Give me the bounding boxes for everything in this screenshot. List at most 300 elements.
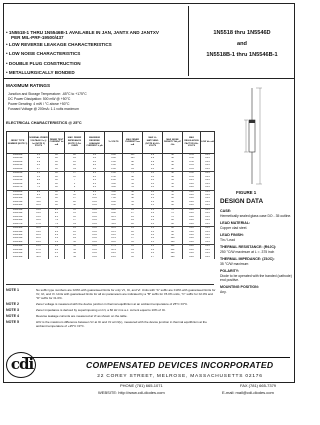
feature-item: • DOUBLE PLUG CONSTRUCTION [6,60,81,66]
table-cell: 1.6 [143,249,163,252]
table-cell: 19.6 [105,252,123,255]
table-cell: 0.20 [183,252,201,255]
table-cell: 13 [123,252,143,255]
table-cell: 8.00 [105,201,123,204]
table-cell: 40 [163,154,183,158]
note-label: NOTE 5 [6,320,19,324]
table-cell: 12.6 [105,227,123,231]
design-item [220,221,292,230]
table-cell: 0.25 [201,249,215,252]
table-cell: 40 [163,168,183,172]
table-cell: 22.0 [29,237,49,240]
table-cell: 3.9 [29,161,49,164]
table-cell: 19 [65,223,85,227]
table-cell: 12.0 [29,204,49,208]
design-item-value: 35 °C/W maximum [220,261,249,266]
table-cell: 0.25 [201,256,215,259]
title-line-1: 1N5518 thru 1N5546D [213,30,271,36]
table-header-row [7,132,215,154]
table-cell: 0.25 [201,234,215,237]
table-cell: 0.9 [143,161,163,164]
diode-outline-figure [232,86,272,186]
table-cell: 20 [49,157,65,160]
figure-label: FIGURE 1 [236,190,257,195]
website-link[interactable]: WEBSITE: http://www.cdi-diodes.com [98,390,165,395]
table-row [7,256,215,259]
table-cell: 60 [163,197,183,200]
table-cell: 29 [65,237,85,240]
table-cell: 1N5543B [7,245,29,249]
table-cell: 0.9 [143,154,163,158]
table-cell: 17 [65,197,85,200]
table-cell: 20 [49,190,65,194]
table-cell: 0.9 [143,157,163,160]
table-cell: 5.00 [105,190,123,194]
table-cell: 0.25 [201,204,215,208]
table-cell: 20 [49,164,65,167]
note [6,320,218,328]
table-cell: 0.25 [201,208,215,212]
table-cell: 1N5541B [7,237,29,240]
design-item [220,285,292,294]
table-cell: 19 [65,168,85,172]
table-cell: 1N5518B [7,154,29,158]
table-cell: 8.5 [49,216,65,219]
table-cell: 13.3 [105,231,123,234]
table-cell: 7.0 [49,227,65,231]
table-cell: 1N5520B [7,161,29,164]
table-cell: 81 [123,168,143,172]
table-cell: 21 [123,227,143,231]
table-cell: 5.0 [85,157,105,160]
table-cell: 0.25 [201,219,215,222]
table-cell: 70 [163,208,183,212]
table-cell: 1.3 [143,227,163,231]
table-cell: 20 [49,183,65,186]
table-cell: 17 [123,237,143,240]
table-cell: 15 [65,212,85,215]
table-cell: 3.0 [85,161,105,164]
table-cell: 1.5 [143,241,163,245]
table-cell: 1N5522B [7,168,29,172]
table-cell: 25 [123,216,143,219]
table-cell: 1.0 [143,190,163,194]
table-cell: 80 [163,223,183,227]
table-cell: 105 [123,157,143,160]
table-cell: 0.25 [201,183,215,186]
table-cell: 20 [123,231,143,234]
table-cell: 0.05 [85,231,105,234]
max-rating-line: Junction and Storage Temperature: -65°C to +175°C [8,92,87,96]
table-cell: 51 [123,186,143,190]
table-cell: 5 [65,183,85,186]
table-cell: 5.0 [49,245,65,249]
table-cell: 0.25 [183,179,201,182]
table-cell: 17.5 [105,245,123,249]
table-cell: 110 [163,245,183,249]
table-cell: 0.20 [183,197,201,200]
electrical-characteristics-table [6,131,215,259]
table-cell: 0.25 [201,237,215,240]
table-cell: 80 [163,219,183,222]
table-cell: 0.1 [85,194,105,197]
note-label: NOTE 1 [6,288,19,292]
table-cell: 0.20 [183,208,201,212]
table-cell: 0.1 [85,186,105,190]
table-cell: 0.25 [201,212,215,215]
note [6,308,218,312]
design-item-label: LEAD FINISH: [220,233,244,237]
phone-number: PHONE (781) 665-1071 [120,383,163,388]
feature-item: • LOW REVERSE LEAKAGE CHARACTERISTICS [6,41,112,47]
note-text: No suffix type numbers are ±20% with guaranteed limits for only Vz, Izt, and Vr. Units with "A" suffix are ±10% with guaranteed limits for Vz, Izt, and Vr. Units with guaranteed limits for all six parameters are indicated by a "B" suffix for ±5.0% units, "C" suffix for ±2.0% and "D" suffix for ±1.0%. [36,288,216,300]
table-cell: 30 [65,204,85,208]
table-cell: 1N5528B [7,190,29,194]
table-cell: 1.00 [105,168,123,172]
table-cell: 33 [65,241,85,245]
table-cell: 1N5540B [7,234,29,237]
table-cell: 100 [163,241,183,245]
table-cell: 11.9 [105,223,123,227]
table-cell: 0.25 [201,194,215,197]
table-cell: 1.00 [105,161,123,164]
design-item-label: THERMAL RESISTANCE: (RθJC): [220,245,277,249]
table-cell: 16 [65,216,85,219]
design-item [220,257,292,266]
table-cell: 14.0 [105,234,123,237]
table-cell: 1.0 [143,194,163,197]
table-cell: 24.0 [29,241,49,245]
table-cell: 20 [49,186,65,190]
table-cell: 0.25 [201,252,215,255]
logo-text: cdi [10,355,34,373]
footer-rule [22,357,290,358]
design-item-value: Diode to be operated with the banded (cathode) end positive. [220,273,292,282]
max-ratings-heading: MAXIMUM RATINGS [6,83,51,88]
table-cell: 13.0 [29,208,49,212]
column-header: NOMINAL ZENER VOLTAGE Vz @ Izt (NOTE 2) VOLTS [29,132,49,154]
title-line-2: and [237,41,247,47]
table-cell: 4.2 [49,256,65,259]
table-cell: 0.20 [183,212,201,215]
table-cell: 70 [163,216,183,219]
note-text: ΔVz is the maximum difference between Vz at Izt and Vz at Izt(L), measured with the device junction in thermal equilibrium at the ambient temperature of +25°C ±3°C. [36,320,207,328]
table-cell: 1.7 [143,256,163,259]
table-cell: 1.2 [143,216,163,219]
design-item-value: Hermetically sealed glass case DO - 35 outline. [220,213,292,218]
table-cell: 0.05 [85,256,105,259]
table-cell: 5.0 [85,154,105,158]
table-cell: 0.05 [85,219,105,222]
table-cell: 1.2 [143,219,163,222]
table-cell: 120 [163,256,183,259]
table-cell: 1.4 [143,237,163,240]
table-cell: 50 [163,194,183,197]
design-item-label: THERMAL IMPEDANCE: (ZθJC): [220,257,275,261]
table-cell: 0.25 [201,241,215,245]
note [6,314,218,318]
table-cell: 0.25 [201,186,215,190]
table-cell: 1.0 [143,186,163,190]
max-rating-line: Forward Voltage @ 200mA: 1.1 volts maximum [8,107,79,111]
table-cell: 0.05 [85,216,105,219]
feature-item: • 1N5518-1 THRU 1N5546B-1 AVAILABLE IN JAN, JANTX AND JANTXV [6,30,159,35]
table-cell: 20 [49,161,65,164]
table-cell: 0.25 [201,231,215,234]
design-item [220,269,292,282]
table-cell: 90 [163,231,183,234]
design-item-value: Tin / Lead [220,237,235,242]
table-cell: 1N5527B [7,186,29,190]
table-cell: 115 [123,154,143,158]
table-cell: 8.40 [105,204,123,208]
table-cell: 1.1 [143,201,163,204]
table-cell: 0.25 [201,190,215,194]
table-cell: 4.3 [29,164,49,167]
table-cell: 1N5521B [7,164,29,167]
table-cell: 110 [163,249,183,252]
table-cell: 0.25 [201,179,215,182]
note-text: Zener voltage is measured with the device junction in thermal equilibrium at an ambient temperature of 25°C ±3°C. [36,302,188,306]
table-cell: 1.0 [143,183,163,186]
table-cell: 1.3 [143,223,163,227]
table-cell: 0.20 [183,234,201,237]
table-cell: 22 [65,201,85,204]
table-cell: 0.05 [85,201,105,204]
table-cell: 1N5524B [7,176,29,179]
table-cell: 6.00 [105,194,123,197]
table-cell: 0.20 [183,201,201,204]
table-cell: 1N5530B [7,197,29,200]
table-cell: 0.05 [85,204,105,208]
table-cell: 0.90 [105,154,123,158]
table-cell: 1N5525B [7,179,29,182]
table-cell: 3.3 [29,154,49,158]
table-cell: 27.0 [29,249,49,252]
fax-number: FAX (781) 665-7379 [240,383,277,388]
table-cell: 0.5 [85,172,105,176]
table-cell: 0.20 [183,216,201,219]
table-cell: 23 [65,161,85,164]
table-cell: 20 [49,168,65,172]
table-cell: 60 [163,204,183,208]
design-item-label: POLARITY: [220,269,240,273]
table-cell: 14.0 [29,212,49,215]
column-header: ZENER TEST CURRENT Izt mA [49,132,65,154]
table-cell: 60 [163,201,183,204]
design-data [220,198,292,297]
table-cell: 0.05 [85,208,105,212]
table-cell: 11.0 [29,201,49,204]
table-cell: 19 [123,234,143,237]
note [6,288,218,300]
table-cell: 1.00 [105,172,123,176]
table-cell: 9.80 [105,212,123,215]
column-header: Vr VOLTS [105,132,123,154]
table-cell: 1.1 [143,197,163,200]
design-item-label: LEAD MATERIAL: [220,221,251,225]
design-item [220,233,292,242]
table-cell: 0.45 [183,168,201,172]
table-cell: 0.25 [201,164,215,167]
max-ratings-list [8,92,87,112]
table-cell: 0.1 [85,190,105,194]
table-cell: 1.2 [143,212,163,215]
table-cell: 15.4 [105,237,123,240]
table-cell: 20 [49,201,65,204]
table-cell: 32 [123,204,143,208]
max-rating-line: Power Derating: 4 mW / °C above +50°C [8,102,70,106]
table-cell: 22 [123,223,143,227]
feature-list [6,28,186,78]
table-cell: 1.4 [143,234,163,237]
table-cell: 6 [65,186,85,190]
table-cell: 0.25 [201,154,215,158]
table-cell: 2.00 [105,179,123,182]
column-header: LOW Izk mA [201,132,215,154]
note [6,302,218,306]
table-cell: 1N5539B [7,231,29,234]
table-cell: 16 [123,241,143,245]
note-text: Reverse leakage currents are measured at Vr as shown on the table. [36,314,128,318]
note-label: NOTE 4 [6,314,19,318]
table-cell: 120 [163,252,183,255]
table-cell: 1N5538B [7,227,29,231]
table-cell: 0.35 [183,176,201,179]
table-cell: 0.05 [85,245,105,249]
table-cell: 0.25 [201,176,215,179]
table-cell: 0.40 [183,172,201,176]
table-cell: 80 [163,227,183,231]
table-cell: 0.25 [201,227,215,231]
table-cell: 23 [65,231,85,234]
header-divider-vertical [188,6,189,76]
table-cell: 0.25 [201,168,215,172]
design-item-value: 250 °C/W maximum at L = .375 inch [220,249,275,254]
table-cell: 20 [49,179,65,182]
design-item [220,209,292,218]
table-cell: 17 [65,172,85,176]
table-cell: 2.0 [85,164,105,167]
table-cell: 1.0 [143,179,163,182]
table-cell: 0.20 [183,223,201,227]
table-cell: 88 [123,164,143,167]
table-cell: 0.05 [85,197,105,200]
column-header: MAXIMUM REVERSE LEAKAGE CURRENT Ir µA [85,132,105,154]
table-cell: 4.7 [29,168,49,172]
table-cell: 3.00 [105,183,123,186]
table-cell: 40 [163,172,183,176]
table-cell: 1N5532B [7,204,29,208]
table-cell: 49 [65,256,85,259]
column-header: JEDEC TYPE NUMBER (NOTE 1) [7,132,29,154]
table-cell: 25.0 [29,245,49,249]
table-cell: 20 [49,176,65,179]
table-cell: 0.25 [201,157,215,160]
table-cell: 11 [65,176,85,179]
table-cell: 6.2 [29,179,49,182]
table-cell: 0.05 [85,223,105,227]
table-cell: 22 [65,164,85,167]
feature-item: PER MIL-PRF-19500/437 [11,34,64,40]
table-cell: 35 [65,245,85,249]
table-cell: 40 [163,157,183,160]
column-header: MAX. ZENER IMPEDANCE (NOTE 3) Zzt OHMS [65,132,85,154]
table-cell: 0.05 [85,227,105,231]
table-cell: 1N5546B [7,256,29,259]
company-address: 22 COREY STREET, MELROSE, MASSACHUSETTS 02176 [97,374,263,379]
table-cell: 9.1 [29,194,49,197]
table-cell: 14 [123,249,143,252]
table-cell: 5.6 [29,176,49,179]
design-item-value: Copper clad steel. [220,225,248,230]
email-link[interactable]: E-mail: mail@cdi-diodes.com [222,390,274,395]
table-cell: 7.00 [105,197,123,200]
table-cell: 0.25 [201,201,215,204]
table-cell: 1.3 [143,231,163,234]
table-cell: 38 [123,197,143,200]
table-cell: 17 [65,219,85,222]
table-cell: 13 [65,208,85,212]
table-cell: 18.9 [105,249,123,252]
table-cell: 0.20 [183,227,201,231]
table-cell: 40 [163,161,183,164]
table-cell: 0.05 [85,234,105,237]
table-cell: 17.0 [29,223,49,227]
table-cell: 9.0 [49,212,65,215]
table-cell: 40 [163,176,183,179]
table-cell: 42 [123,194,143,197]
table-cell: 0.20 [183,241,201,245]
table-cell: 7.4 [49,223,65,227]
table-cell: 1.1 [143,204,163,208]
table-cell: 0.5 [85,176,105,179]
table-cell: 1N5519B [7,157,29,160]
column-header: MAX NOISE DENSITY Nd µV/√Hz [163,132,183,154]
note-text: Zener impedance is derived by superimposing on Izt, a 60 Hz rms a.c. current equal to 10% of Izt. [36,308,166,312]
table-cell: 100 [163,237,183,240]
table-cell: 0.05 [85,241,105,245]
table-cell: 5.1 [29,172,49,176]
table-cell: 1.0 [85,168,105,172]
table-cell: 5.6 [49,237,65,240]
table-cell: 41 [65,249,85,252]
table-cell: 50 [163,190,183,194]
table-cell: 20 [49,194,65,197]
table-cell: 1.5 [143,245,163,249]
design-item [220,245,292,254]
table-cell: 50 [163,186,183,190]
max-rating-line: DC Power Dissipation: 500 mW @ +50°C [8,97,71,101]
table-cell: 1N5531B [7,201,29,204]
table-cell: 0.1 [85,179,105,182]
table-cell: 45 [163,179,183,182]
title-line-3: 1N5518B-1 thru 1N5546B-1 [206,52,278,58]
table-cell: 40 [163,164,183,167]
table-cell: 0.20 [183,219,201,222]
table-cell: 28.0 [29,252,49,255]
table-cell: 15 [123,245,143,249]
column-header: MAX Vz MATCHING (NOTE 4) ΔVz VOLTS [143,132,163,154]
table-cell: 1.0 [143,172,163,176]
table-cell: 10.5 [105,216,123,219]
table-cell: 0.50 [183,161,201,164]
table-cell: 0.50 [183,157,201,160]
table-cell: 1N5535B [7,216,29,219]
table-cell: 16.0 [29,219,49,222]
table-cell: 0.9 [143,164,163,167]
table-cell: 1.50 [105,176,123,179]
